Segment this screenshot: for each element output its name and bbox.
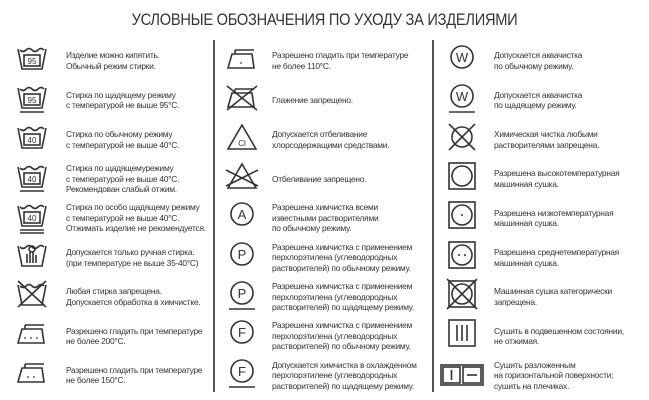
- page-title: УСЛОВНЫЕ ОБОЗНАЧЕНИЯ ПО УХОДУ ЗА ИЗДЕЛИЯМИ: [131, 10, 518, 29]
- legend-description: Разрешена химчистка всеми известными растворителями по обычному режиму.: [272, 202, 379, 234]
- legend-item: [0, 355, 212, 395]
- legend-item: [0, 316, 212, 356]
- svg-text:W: W: [455, 89, 469, 105]
- legend-item: [436, 355, 649, 395]
- legend-description: Стирка по щадящему режиму с температурой не выше 95°С.: [66, 89, 180, 111]
- legend-column-1: [0, 41, 212, 393]
- legend-description: Допускается химчистка в охлажденном перхлорэтилене (углеводородных растворителей) по щадящему режиму.: [272, 359, 417, 391]
- legend-item: [216, 41, 431, 81]
- legend-item: [216, 277, 431, 317]
- legend-item: [216, 198, 431, 238]
- legend-description: Любая стирка запрещена. Допускается обработка в химчистке.: [66, 286, 201, 307]
- svg-text:40: 40: [27, 135, 37, 145]
- wash-tub-icon: [6, 42, 58, 80]
- legend-description: Глажение запрещено.: [272, 95, 353, 105]
- wash-tub-icon: [6, 199, 58, 237]
- column-divider: [432, 40, 434, 392]
- line-dry-icon: [436, 317, 488, 355]
- bleach-cl-icon: [216, 121, 268, 159]
- legend-description: Изделие можно кипятить. Обычный режим стирки.: [66, 50, 160, 71]
- legend-description: Химическая чистка любыми растворителями запрещена.: [494, 129, 600, 150]
- legend-item: [436, 277, 649, 317]
- legend-description: Стирка по особо щадящему режиму с температурой не выше 40°С. Отжимать изделие не рекомендуется.: [66, 202, 206, 234]
- legend-item: [0, 238, 212, 278]
- legend-description: Разрешено гладить при температуре не более 110°С.: [272, 50, 409, 71]
- svg-text:95: 95: [27, 57, 37, 66]
- legend-item: [216, 120, 431, 160]
- iron-icon: [216, 42, 268, 80]
- hand-wash-icon: [6, 239, 58, 277]
- wash-tub-icon: [6, 81, 58, 119]
- wet-clean-icon: [436, 42, 488, 80]
- column-divider: [213, 40, 215, 392]
- legend-description: Разрешена химчистка с применением перхлорэтилена (углеводородных растворителей) по обычному режиму.: [272, 320, 413, 352]
- svg-text:40: 40: [27, 174, 37, 184]
- legend-description: Разрешена низкотемпературная машинная сушка.: [494, 207, 614, 229]
- svg-text:40: 40: [27, 214, 37, 224]
- tumble-dry-icon: [436, 199, 488, 237]
- legend-column-2: [216, 41, 431, 393]
- legend-item: [216, 355, 431, 395]
- no-wash-icon: [6, 278, 58, 316]
- dry-clean-icon: [216, 199, 268, 237]
- legend-description: Разрешено гладить при температуре не более 150°С.: [66, 364, 203, 386]
- iron-icon: [6, 356, 58, 394]
- svg-text:A: A: [237, 207, 247, 223]
- wash-tub-icon: [6, 160, 58, 198]
- legend-column-3: [436, 41, 649, 393]
- legend-item: [436, 198, 649, 238]
- svg-text:W: W: [455, 50, 469, 65]
- legend-item: [436, 238, 649, 278]
- svg-text:F: F: [238, 364, 246, 380]
- legend-description: Стирка по обычному режиму с температурой не выше 40°С.: [66, 129, 180, 150]
- legend-description: Допускается только ручная стирка. (при температуре не выше 35-40°С): [66, 246, 199, 268]
- legend-description: Допускается аквачистка по обычному режиму.: [494, 50, 583, 71]
- dry-clean-icon: [216, 278, 268, 316]
- legend-item: [216, 80, 431, 120]
- legend-item: [0, 277, 212, 317]
- no-bleach-icon: [216, 160, 268, 198]
- svg-text:P: P: [237, 246, 247, 262]
- legend-item: [436, 159, 649, 199]
- legend-description: Разрешена химчистка с применением перхлорэтилена (углеводородных растворителей) по обычному режиму.: [272, 241, 413, 273]
- legend-description: Сушить разложенным на горизонтальной поверхности; сушить на плечиках.: [494, 359, 614, 391]
- legend-description: Машинная сушка категорически запрещена.: [494, 286, 612, 307]
- flat-dry-icon: [436, 359, 488, 391]
- no-dry-clean-icon: [436, 121, 488, 159]
- legend-description: Допускается аквачистка по щадящему режиму.: [494, 89, 583, 111]
- wash-tub-icon: [6, 121, 58, 159]
- legend-description: Разрешена высокотемпературная машинная сушка.: [494, 168, 620, 189]
- dry-clean-icon: [216, 317, 268, 355]
- svg-text:95: 95: [27, 96, 37, 106]
- legend-item: [436, 316, 649, 356]
- no-iron-icon: [216, 81, 268, 119]
- legend-description: Разрешена среднетемпературная машинная сушка.: [494, 246, 619, 268]
- legend-description: Отбеливание запрещено.: [272, 173, 367, 184]
- svg-text:P: P: [237, 285, 247, 301]
- tumble-dry-icon: [436, 160, 488, 198]
- legend-description: Сушить в подвешенном состоянии, не отжимая.: [494, 325, 624, 347]
- iron-icon: [6, 317, 58, 355]
- no-tumble-dry-icon: [436, 278, 488, 316]
- legend-item: [216, 159, 431, 199]
- legend-item: [216, 238, 431, 278]
- legend-item: [436, 80, 649, 120]
- svg-text:Cl: Cl: [238, 138, 246, 148]
- legend-description: Разрешено гладить при температуре не более 200°С.: [66, 325, 203, 347]
- legend-item: [0, 41, 212, 81]
- legend-item: [0, 120, 212, 160]
- legend-item: [0, 80, 212, 120]
- dry-clean-icon: [216, 239, 268, 277]
- legend-item: [216, 316, 431, 356]
- legend-item: [0, 159, 212, 199]
- legend-item: [436, 120, 649, 160]
- dry-clean-icon: [216, 356, 268, 394]
- legend-description: Стирка по щадящемурежиму с температурой не выше 40°С. Рекомендован слабый отжим.: [66, 163, 180, 195]
- legend-item: [436, 41, 649, 81]
- legend-description: Разрешена химчистка с применением перхлорэтилена (углеводородных растворителей) по щадящему режиму.: [272, 280, 414, 313]
- legend-description: Допускается отбеливание хлорсодержащими средствами.: [272, 129, 390, 150]
- svg-text:F: F: [238, 325, 246, 341]
- legend-item: [0, 198, 212, 238]
- wet-clean-icon: [436, 81, 488, 119]
- tumble-dry-icon: [436, 239, 488, 277]
